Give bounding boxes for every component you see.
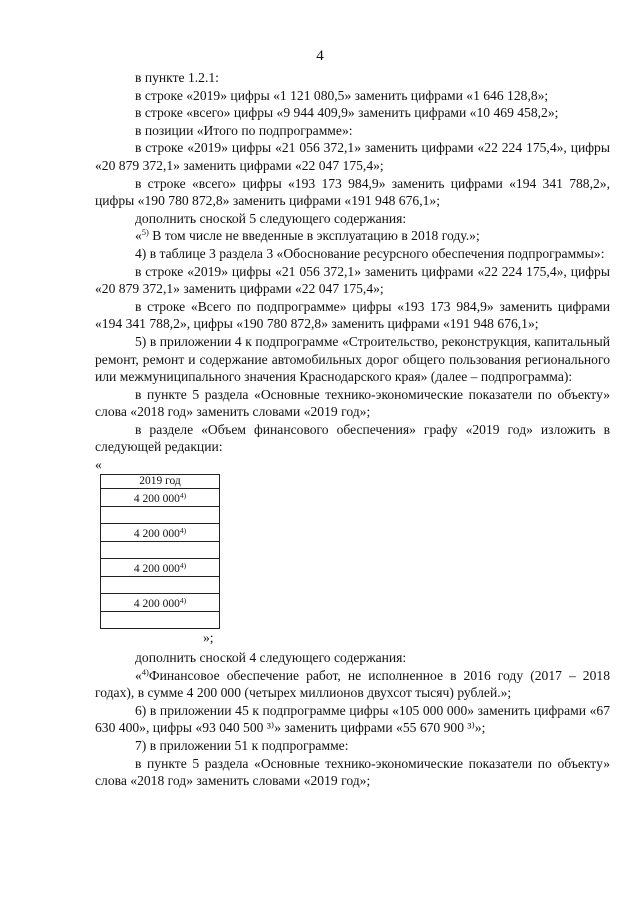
paragraphs-before-table — [95, 69, 610, 456]
table-cell — [101, 542, 220, 559]
paragraph — [95, 755, 610, 790]
paragraph-text: в позиции «Итого по подпрограмме»: — [135, 122, 353, 138]
quote-mark: « — [135, 228, 142, 244]
cell-value: 4 200 000 — [133, 493, 180, 506]
table-row — [101, 542, 220, 559]
footnote-marker: 4) — [179, 561, 187, 571]
paragraph-text: 5) в приложении 4 к подпрограмме «Строительство, реконструкция, капитальный ремонт, ремонт и содержание автомобильных дорог общего пользования регионального или межмуниципального значения Краснодарского края» (далее – подпрограмма): — [95, 333, 610, 385]
funding-table — [100, 474, 220, 629]
table-cell — [101, 559, 220, 577]
paragraph — [95, 87, 610, 105]
paragraph — [95, 702, 610, 737]
table-row — [101, 559, 220, 577]
paragraph-text: в строке «2019» цифры «1 121 080,5» заменить цифрами «1 646 128,8»; — [135, 87, 549, 103]
table-row — [101, 594, 220, 612]
paragraph — [95, 104, 610, 122]
paragraph-text: в разделе «Объем финансового обеспечения» графу «2019 год» изложить в следующей редакции: — [95, 421, 610, 455]
paragraph-text: в строке «2019» цифры «21 056 372,1» заменить цифрами «22 224 175,4», цифры «20 879 372,1» заменить цифрами «22 047 175,4»; — [95, 263, 610, 297]
table-cell — [101, 577, 220, 594]
paragraph — [95, 421, 610, 456]
paragraph — [95, 263, 610, 298]
paragraph — [95, 69, 610, 87]
table-close-quote: »; — [203, 630, 214, 646]
table-header-cell: 2019 год — [101, 475, 220, 489]
table-cell — [101, 524, 220, 542]
paragraph — [95, 333, 610, 386]
paragraph-text: в пункте 5 раздела «Основные технико-экономические показатели по объекту» слова «2018 год» заменить словами «2019 год»; — [95, 386, 610, 420]
table-open-quote: « — [95, 457, 102, 473]
document-body — [95, 69, 610, 790]
paragraph-text: 7) в приложении 51 к подпрограмме: — [135, 738, 349, 754]
cell-value: 4 200 000 — [133, 598, 180, 611]
paragraph-text: в пункте 5 раздела «Основные технико-экономические показатели по объекту» слова «2018 год» заменить словами «2019 год»; — [95, 755, 610, 789]
footnote-marker: 4) — [179, 491, 187, 501]
paragraph — [95, 649, 610, 667]
paragraph-text: 4) в таблице 3 раздела 3 «Обоснование ресурсного обеспечения подпрограммы»: — [135, 245, 605, 261]
paragraph-text: дополнить сноской 5 следующего содержания: — [135, 210, 407, 226]
paragraph-text: 6) в приложении 45 к подпрограмме цифры «105 000 000» заменить цифрами «67 630 400», цифры «93 040 500 ³⁾» заменить цифрами «55 670 900 ³⁾»; — [95, 702, 610, 736]
paragraph — [95, 139, 610, 174]
page-number: 4 — [316, 48, 324, 64]
paragraph — [95, 298, 610, 333]
table-row — [101, 507, 220, 524]
table-cell — [101, 489, 220, 507]
paragraph — [95, 210, 610, 228]
table-cell — [101, 594, 220, 612]
paragraph — [95, 737, 610, 755]
table-row — [101, 612, 220, 629]
footnote-marker: 4) — [141, 666, 149, 677]
paragraph-text: в строке «Всего по подпрограмме» цифры «193 173 984,9» заменить цифрами «194 341 788,2», цифры «190 780 872,8» заменить цифрами «191 948 676,1»; — [95, 298, 610, 332]
paragraph — [95, 122, 610, 140]
cell-value: 4 200 000 — [133, 563, 180, 576]
paragraph — [95, 245, 610, 263]
paragraphs-after-table — [95, 649, 610, 790]
paragraph-text: в пункте 1.2.1: — [135, 70, 219, 85]
footnote-marker: 4) — [179, 526, 187, 536]
paragraph-text: в строке «2019» цифры «21 056 372,1» заменить цифрами «22 224 175,4», цифры «20 879 372,1» заменить цифрами «22 047 175,4»; — [95, 140, 610, 173]
paragraph — [95, 175, 610, 210]
table-header-row — [101, 475, 220, 489]
table-row — [101, 524, 220, 542]
paragraph — [95, 667, 610, 702]
paragraph-text: дополнить сноской 4 следующего содержания: — [135, 650, 407, 666]
paragraph-text: Финансовое обеспечение работ, не исполненное в 2016 году (2017 – 2018 годах), в сумме 4 200 000 (четырех миллионов двухсот тысяч) рублей.»; — [95, 667, 610, 701]
paragraph-text: в строке «всего» цифры «9 944 409,9» заменить цифрами «10 469 458,2»; — [135, 105, 559, 121]
quote-mark: « — [135, 667, 142, 683]
paragraph — [95, 386, 610, 421]
footnote-marker: 5) — [141, 227, 149, 238]
table-cell — [101, 612, 220, 629]
table-row — [101, 577, 220, 594]
table-cell — [101, 507, 220, 524]
cell-value: 4 200 000 — [133, 528, 180, 541]
paragraph — [95, 227, 610, 245]
paragraph-text: В том числе не введенные в эксплуатацию в 2018 году.»; — [148, 228, 480, 244]
table-row — [101, 489, 220, 507]
paragraph-text: в строке «всего» цифры «193 173 984,9» заменить цифрами «194 341 788,2», цифры «190 780 872,8» заменить цифрами «191 948 676,1»; — [95, 175, 610, 209]
footnote-marker: 4) — [179, 596, 187, 606]
